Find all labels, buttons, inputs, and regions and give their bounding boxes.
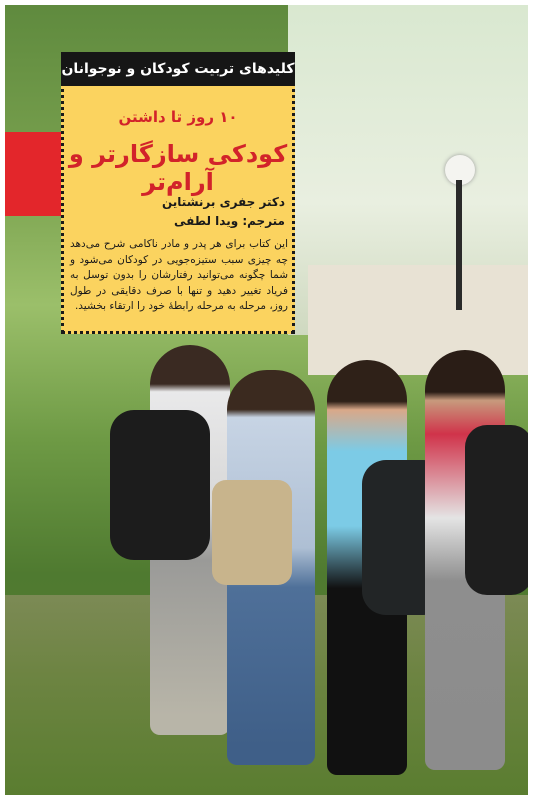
lamp-post bbox=[456, 180, 462, 310]
book-subtitle: ۱۰ روز تا داشتن bbox=[118, 108, 238, 126]
book-title: کودکی سازگارتر و آرام‌تر bbox=[68, 140, 288, 196]
translator-name: مترجم: ویدا لطفی bbox=[174, 214, 285, 228]
series-title: کلیدهای تربیت کودکان و نوجوانان bbox=[61, 52, 295, 86]
red-accent-block bbox=[5, 132, 61, 216]
backpack bbox=[110, 410, 210, 560]
backpack bbox=[465, 425, 528, 595]
background-wall bbox=[308, 265, 528, 375]
book-blurb: این کتاب برای هر پدر و مادر ناکامی شرح می‌دهد چه چیزی سبب ستیزه‌جویی در کودکان می‌شود و شما چگونه می‌توانید رفتارشان را بدون توسل به فریاد تغییر دهید و تنها با صرف دقایقی در طول روز، مرحله به مرحله رابطهٔ خود را ارتقاء بخشید. bbox=[70, 238, 288, 312]
author-name: دکتر جفری برنشتاین bbox=[162, 195, 285, 209]
backpack bbox=[212, 480, 292, 585]
